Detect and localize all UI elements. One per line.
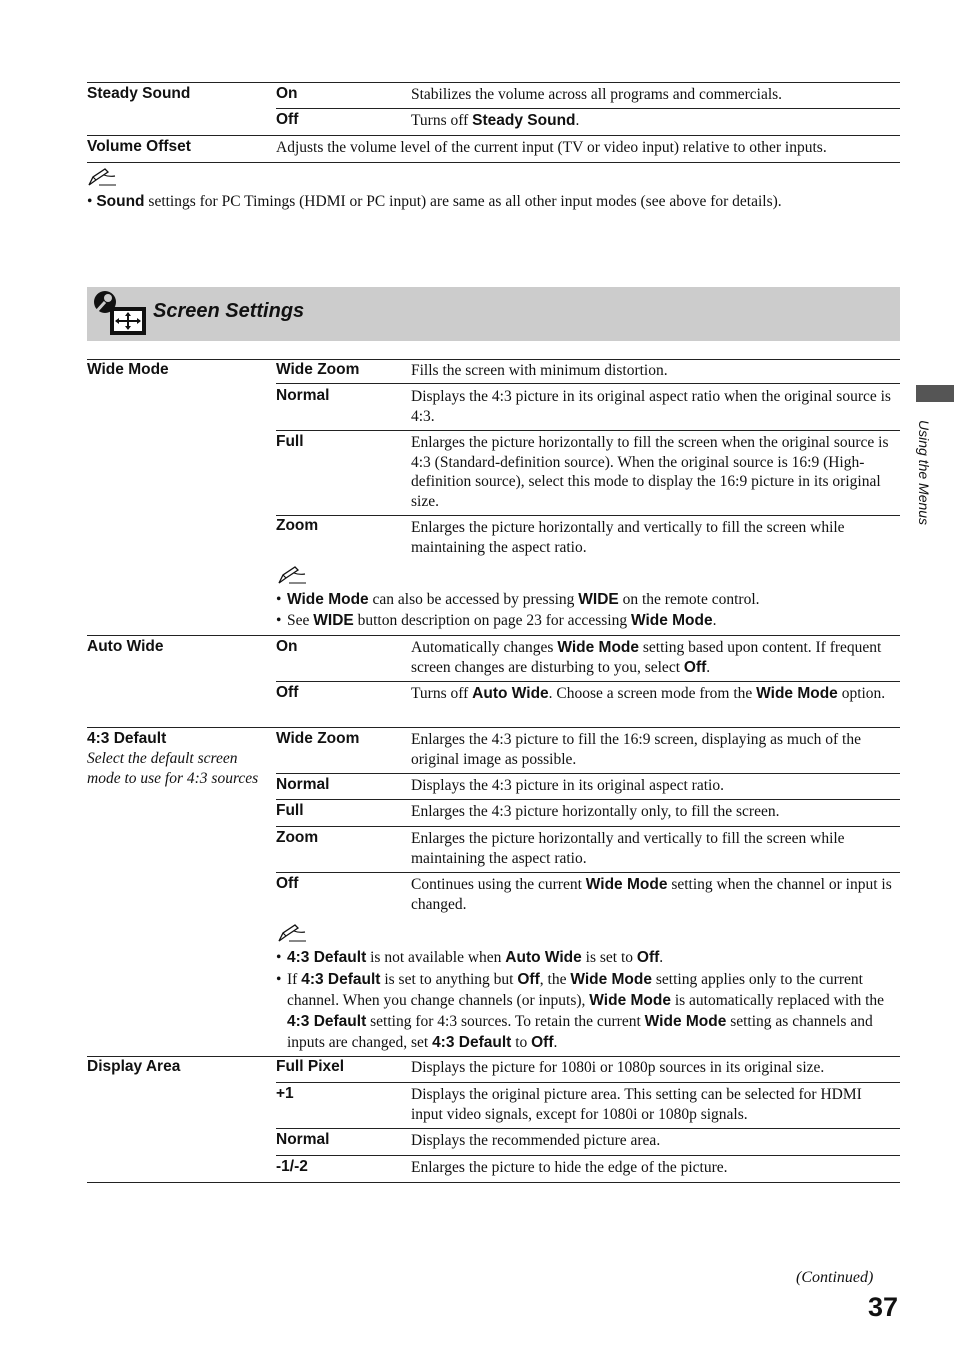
steady-sound-on-desc: Stabilizes the volume across all programs and commercials. bbox=[411, 86, 783, 103]
option-desc: Enlarges the picture horizontally and vertically to fill the screen while maintaining the aspect ratio. bbox=[411, 519, 845, 556]
note-pencil-icon bbox=[277, 565, 307, 585]
rule bbox=[87, 635, 900, 636]
option-label: +1 bbox=[276, 1085, 294, 1102]
option-desc: Fills the screen with minimum distortion. bbox=[411, 362, 668, 379]
option-desc: Continues using the current Wide Mode setting when the channel or input is changed. bbox=[411, 876, 892, 913]
option-label: On bbox=[276, 638, 298, 655]
rule bbox=[87, 135, 900, 136]
wide-mode-note: • See WIDE button description on page 23 for accessing Wide Mode. bbox=[276, 612, 717, 629]
rule bbox=[276, 1128, 900, 1129]
rule bbox=[276, 1155, 900, 1156]
rule bbox=[276, 430, 900, 431]
rule bbox=[87, 162, 900, 163]
option-label: Off bbox=[276, 875, 299, 892]
option-desc: Enlarges the 4:3 picture horizontally only, to fill the screen. bbox=[411, 803, 780, 820]
chapter-label: Using the Menus bbox=[916, 420, 932, 526]
note-pencil-icon bbox=[87, 167, 117, 187]
option-label: Zoom bbox=[276, 829, 319, 846]
rule bbox=[276, 826, 900, 827]
display-area-label: Display Area bbox=[87, 1058, 181, 1075]
wide-mode-label: Wide Mode bbox=[87, 361, 169, 378]
rule bbox=[87, 1056, 900, 1057]
option-label: Off bbox=[276, 684, 299, 701]
default-43-note: • If 4:3 Default is set to anything but Off, the Wide Mode setting applies only to the current channel. When you change channels (or inputs), Wide Mode is automatically replaced with the 4:3 Default setting for 4:3 sources. To retain the current Wide Mode setting as channels and inputs are changed, set 4:3 Default to Off. bbox=[276, 971, 885, 1051]
option-label: Wide Zoom bbox=[276, 361, 360, 378]
rule bbox=[87, 727, 900, 728]
steady-sound-label: Steady Sound bbox=[87, 85, 191, 102]
rule bbox=[276, 515, 900, 516]
rule bbox=[276, 872, 900, 873]
option-label: -1/-2 bbox=[276, 1158, 308, 1175]
steady-sound-on-label: On bbox=[276, 85, 298, 102]
option-desc: Displays the recommended picture area. bbox=[411, 1132, 661, 1149]
option-label: Full bbox=[276, 802, 304, 819]
screen-settings-icon bbox=[91, 290, 149, 338]
auto-wide-label: Auto Wide bbox=[87, 638, 164, 655]
option-label: Wide Zoom bbox=[276, 730, 360, 747]
default-43-sublabel: Select the default screen mode to use for 4:3 sources bbox=[87, 750, 259, 787]
volume-offset-desc: Adjusts the volume level of the current input (TV or video input) relative to other inputs. bbox=[276, 139, 827, 156]
option-label: Full bbox=[276, 433, 304, 450]
option-desc: Enlarges the picture to hide the edge of the picture. bbox=[411, 1159, 728, 1176]
option-label: Normal bbox=[276, 387, 330, 404]
rule bbox=[276, 1082, 900, 1083]
continued-label: (Continued) bbox=[796, 1269, 874, 1286]
rule bbox=[276, 799, 900, 800]
rule bbox=[87, 1182, 900, 1183]
rule bbox=[87, 82, 900, 83]
option-desc: Enlarges the 4:3 picture to fill the 16:9 screen, displaying as much of the original image as possible. bbox=[411, 731, 861, 768]
default-43-note: • 4:3 Default is not available when Auto Wide is set to Off. bbox=[276, 949, 664, 966]
option-desc: Displays the original picture area. This setting can be selected for HDMI input video signals, except for 1080i or 1080p signals. bbox=[411, 1086, 862, 1123]
note-pencil-icon bbox=[277, 923, 307, 943]
option-desc: Enlarges the picture horizontally and vertically to fill the screen while maintaining the aspect ratio. bbox=[411, 830, 845, 867]
option-label: Normal bbox=[276, 1131, 330, 1148]
option-desc: Turns off Auto Wide. Choose a screen mode from the Wide Mode option. bbox=[411, 685, 886, 702]
steady-sound-off-desc: Turns off Steady Sound. bbox=[411, 112, 580, 129]
wide-mode-note: • Wide Mode can also be accessed by pressing WIDE on the remote control. bbox=[276, 591, 760, 608]
option-desc: Displays the picture for 1080i or 1080p sources in its original size. bbox=[411, 1059, 825, 1076]
option-label: Zoom bbox=[276, 517, 319, 534]
option-desc: Displays the 4:3 picture in its original aspect ratio. bbox=[411, 777, 724, 794]
option-label: Full Pixel bbox=[276, 1058, 345, 1075]
rule bbox=[276, 773, 900, 774]
option-desc: Automatically changes Wide Mode setting based upon content. If frequent screen changes are disturbing to you, select Off. bbox=[411, 639, 882, 676]
steady-sound-off-label: Off bbox=[276, 111, 299, 128]
rule bbox=[276, 108, 900, 109]
option-desc: Displays the 4:3 picture in its original aspect ratio when the original source is 4:3. bbox=[411, 388, 891, 425]
default-43-label: 4:3 Default bbox=[87, 730, 167, 747]
option-label: Normal bbox=[276, 776, 330, 793]
volume-offset-label: Volume Offset bbox=[87, 138, 191, 155]
page-number: 37 bbox=[868, 1292, 899, 1322]
section-title: Screen Settings bbox=[153, 300, 305, 322]
rule bbox=[276, 681, 900, 682]
chapter-tab bbox=[916, 385, 954, 402]
sound-note: • Sound settings for PC Timings (HDMI or PC input) are same as all other input modes (see above for details). bbox=[87, 193, 782, 210]
rule bbox=[276, 383, 900, 384]
rule bbox=[87, 359, 900, 360]
option-desc: Enlarges the picture horizontally to fill the screen when the original source is 4:3 (Standard-definition source). When the original source is 16:9 (High-definition source), select this mode to display the 16:9 picture in its original size. bbox=[411, 434, 889, 510]
